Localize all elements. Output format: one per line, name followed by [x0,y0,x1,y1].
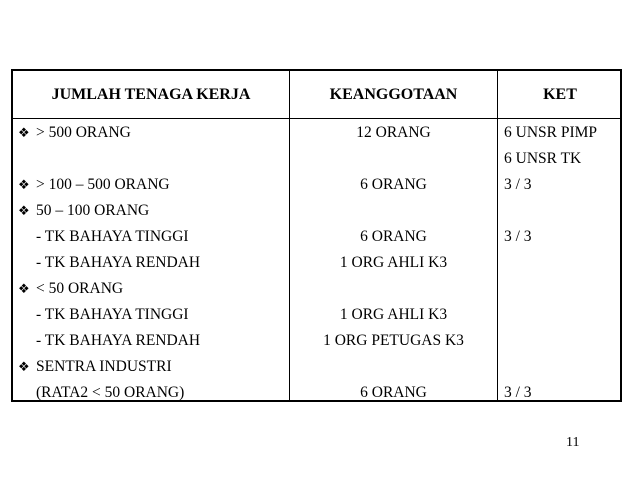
diamond-bullet-icon: ❖ [18,203,30,218]
ket-cell: 3 / 3 [504,384,532,401]
row-sublabel: - TK BAHAYA TINGGI [36,306,189,323]
membership-cell: 6 ORANG [360,384,427,401]
membership-cell: 12 ORANG [356,124,431,141]
diamond-bullet-icon: ❖ [18,281,30,296]
diamond-bullet-icon: ❖ [18,359,30,374]
header-keanggotaan: KEANGGOTAAN [329,86,458,103]
column-divider-2 [497,71,498,400]
row-label: ❖ SENTRA INDUSTRI [18,354,172,380]
header-ket: KET [543,86,577,103]
row-label: ❖ < 50 ORANG [18,276,123,302]
membership-cell: 6 ORANG [360,176,427,193]
membership-cell: 6 ORANG [360,228,427,245]
membership-table [11,69,622,402]
ket-cell: 3 / 3 [504,228,532,245]
ket-cell: 6 UNSR PIMP [504,124,598,141]
row-sublabel: - TK BAHAYA RENDAH [36,332,201,349]
membership-cell: 1 ORG AHLI K3 [339,254,448,271]
diamond-bullet-icon: ❖ [18,177,30,192]
table-header [13,71,620,119]
ket-cell: 3 / 3 [504,176,532,193]
row-sublabel: - TK BAHAYA RENDAH [36,254,201,271]
row-label: ❖ > 500 ORANG [18,120,131,146]
row-sublabel: (RATA2 < 50 ORANG) [36,384,185,401]
header-jumlah-tenaga-kerja: JUMLAH TENAGA KERJA [51,86,251,103]
membership-cell: 1 ORG AHLI K3 [339,306,448,323]
diamond-bullet-icon: ❖ [18,125,30,140]
membership-cell: 1 ORG PETUGAS K3 [323,332,464,349]
row-label: ❖ > 100 – 500 ORANG [18,172,170,198]
row-label: ❖ 50 – 100 ORANG [18,198,149,224]
page-number: 11 [566,435,580,450]
row-sublabel: - TK BAHAYA TINGGI [36,228,189,245]
ket-cell: 6 UNSR TK [504,150,582,167]
